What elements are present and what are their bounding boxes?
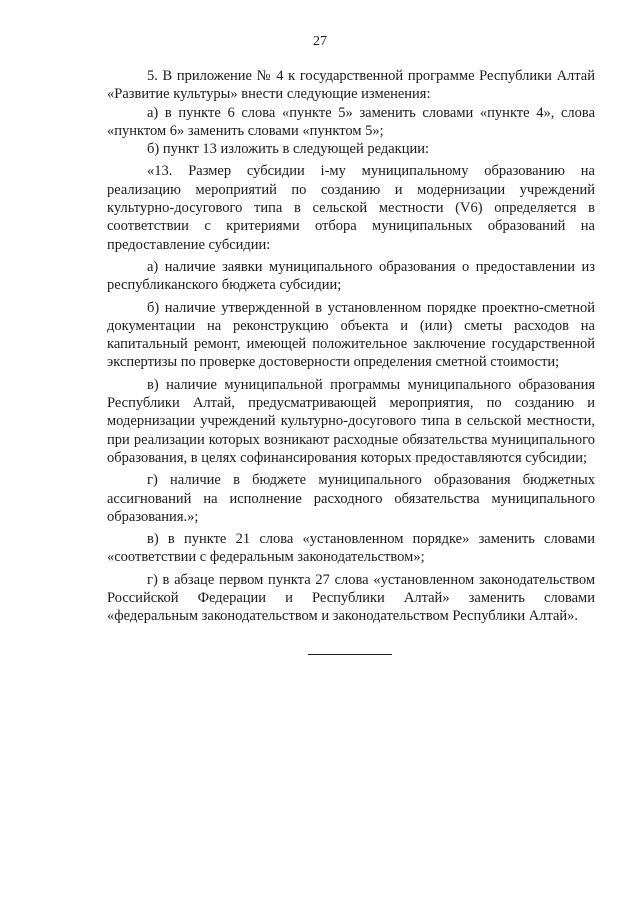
paragraph-item-v: в) в пункте 21 слова «установленном порядке» заменить словами «соответствии с федеральным законодательством»;: [107, 531, 595, 566]
paragraph-item-g: г) в абзаце первом пункта 27 слова «установленном законодательством Российской Федерации и Республики Алтай» заменить словами «федеральным законодательством и законодательством Республики Алтай».: [107, 571, 595, 625]
paragraph-criterion-g: г) наличие в бюджете муниципального образования бюджетных ассигнований на исполнение расходного обязательства муниципального образования.»;: [107, 472, 595, 525]
paragraph-criterion-v: в) наличие муниципальной программы муниципального образования Республики Алтай, предусматривающей мероприятия, по созданию и модернизации учреждений культурно-досугового типа в сельской местности, при реализации которых возникают расходные обязательства муниципального образования, в целях софинансирования которых предоставляются субсидии;: [107, 376, 595, 466]
end-of-document-rule: [308, 654, 392, 655]
paragraph-amendment-5: 5. В приложение № 4 к государственной программе Республики Алтай «Развитие культуры» внести следующие изменения:: [107, 68, 595, 103]
document-body: [107, 67, 595, 626]
paragraph-item-a: а) в пункте 6 слова «пункте 5» заменить словами «пункте 4», слова «пунктом 6» заменить словами «пунктом 5»;: [107, 104, 595, 139]
paragraph-criterion-b: б) наличие утвержденной в установленном порядке проектно-сметной документации на реконструкцию объекта и (или) сметы расходов на капитальный ремонт, имеющей положительное заключение государственной экспертизы по проверке достоверности определения сметной стоимости;: [107, 299, 595, 371]
page-number: 27: [313, 34, 327, 49]
paragraph-criterion-a: а) наличие заявки муниципального образования о предоставлении из республиканского бюджета субсидии;: [107, 258, 595, 294]
paragraph-item-b: б) пункт 13 изложить в следующей редакции:: [147, 141, 429, 158]
paragraph-point-13: «13. Размер субсидии i-му муниципальному образованию на реализацию мероприятий по созданию и модернизации учреждений культурно-досугового типа в сельской местности (V6) определяется в соответствии с критериями отбора муниципальных образований на предоставление субсидии:: [107, 163, 595, 253]
